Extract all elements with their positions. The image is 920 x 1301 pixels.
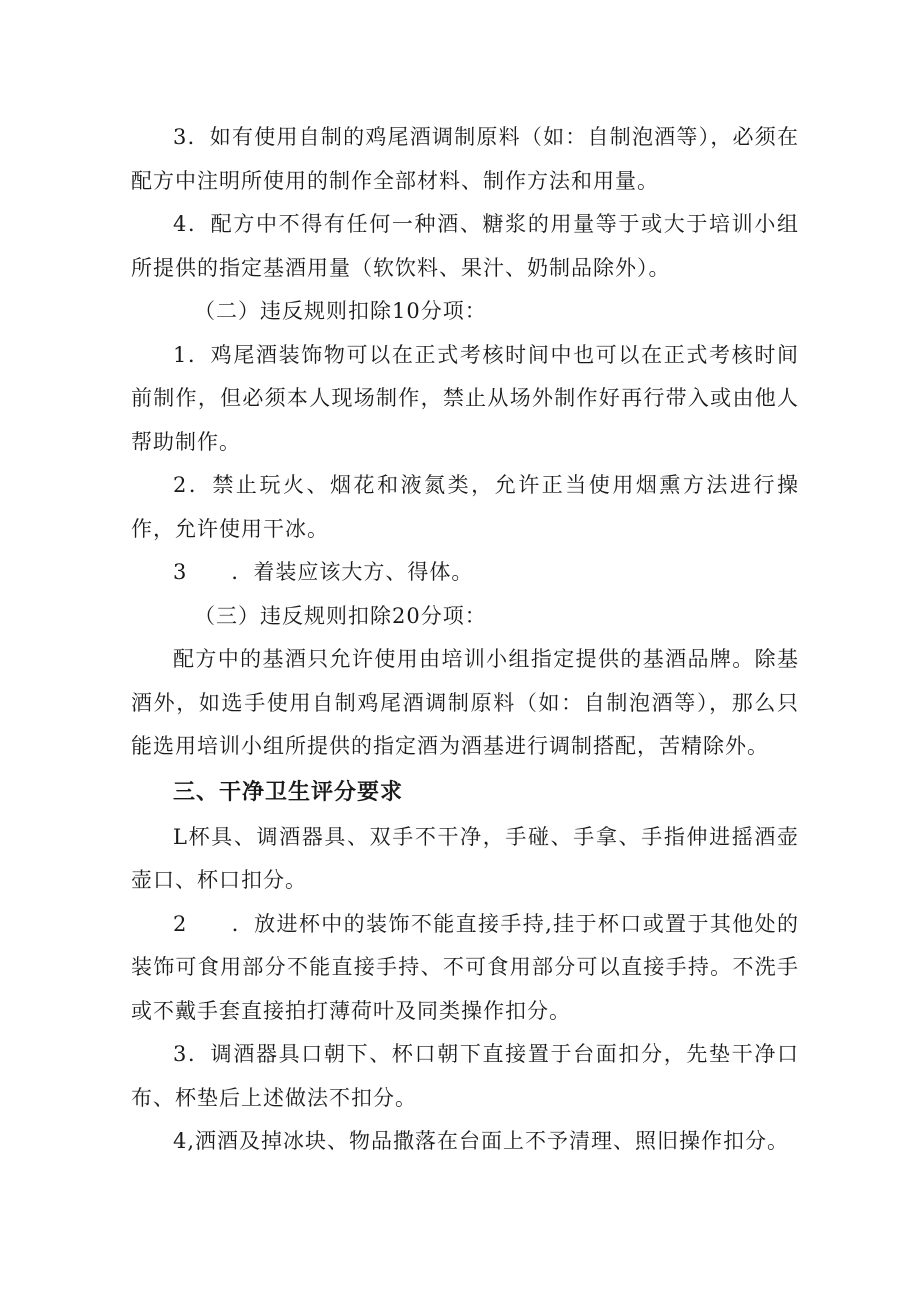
rule-item-4: 4．配方中不得有任何一种酒、糖浆的用量等于或大于培训小组所提供的指定基酒用量（软饮料、果汁、奶制品除外）。 [131, 212, 799, 280]
hygiene-item-2 [131, 903, 799, 1034]
deduct10-item-2: 2．禁止玩火、烟花和液氮类，允许正当使用烟熏方法进行操作，允许使用干冰。 [131, 473, 799, 541]
deduct10-item-1: 1．鸡尾酒装饰物可以在正式考核时间中也可以在正式考核时间前制作，但必须本人现场制作，禁止从场外制作好再行带入或由他人帮助制作。 [131, 342, 799, 454]
hygiene-item-4: 4,洒酒及掉冰块、物品撒落在台面上不予清理、照旧操作扣分。 [173, 1129, 790, 1153]
hygiene-item-3: 3．调酒器具口朝下、杯口朝下直接置于台面扣分，先垫干净口布、杯垫后上述做法不扣分。 [131, 1042, 799, 1110]
deduct10-item-3-number: 3 [173, 560, 188, 584]
document-page [131, 116, 799, 1164]
deduct10-heading: （二）违反规则扣除10分项： [194, 299, 487, 323]
hygiene-item-2-number: 2 [173, 911, 188, 936]
deduct20-heading: （三）违反规则扣除20分项： [194, 603, 487, 628]
deduct10-item-3-text: ．着装应该大方、得体。 [231, 560, 474, 584]
hygiene-item-2-text: ．放进杯中的装饰不能直接手持,挂于杯口或置于其他处的装饰可食用部分不能直接手持、不可食用部分可以直接手持。不洗手或不戴手套直接拍打薄荷叶及同类操作扣分。 [131, 911, 799, 1023]
rule-item-3: 3．如有使用自制的鸡尾酒调制原料（如：自制泡酒等），必须在配方中注明所使用的制作全部材料、制作方法和用量。 [131, 125, 799, 193]
deduct10-item-3 [131, 551, 799, 595]
hygiene-section-title: 三、干净卫生评分要求 [173, 779, 404, 805]
deduct20-text: 配方中的基酒只允许使用由培训小组指定提供的基酒品牌。除基酒外，如选手使用自制鸡尾酒调制原料（如：自制泡酒等），那么只能选用培训小组所提供的指定酒为酒基进行调制搭配，苦精除外。 [131, 647, 799, 758]
hygiene-item-1: L杯具、调酒器具、双手不干净，手碰、手拿、手指伸进摇酒壶壶口、杯口扣分。 [131, 824, 799, 892]
